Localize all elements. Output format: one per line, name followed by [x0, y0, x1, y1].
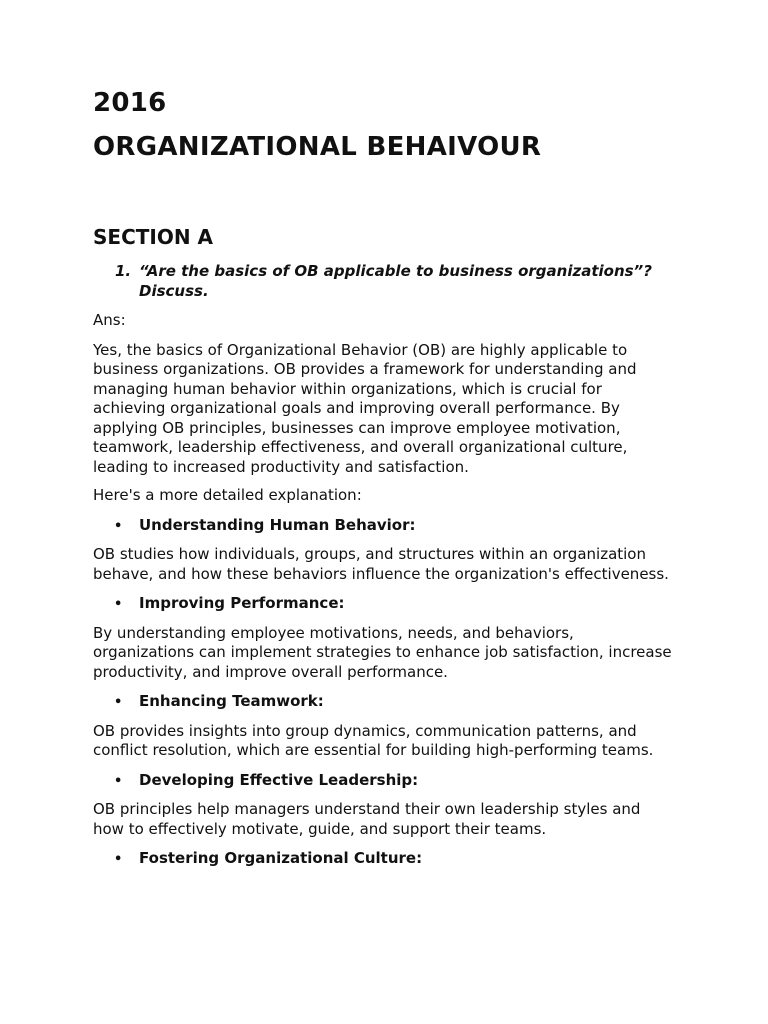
section-heading: SECTION A — [93, 225, 214, 249]
list-item — [93, 771, 675, 792]
answer-intro-paragraph: Yes, the basics of Organizational Behavior (OB) are highly applicable to business organizations. OB provides a framework for understanding and managing human behavior within organizations, which is crucial for achieving organizational goals and improving overall performance. By applying OB principles, businesses can improve employee motivation, teamwork, leadership effectiveness, and overall organizational culture, leading to increased productivity and satisfaction. — [93, 340, 637, 476]
list-item — [93, 692, 675, 713]
point-body: OB studies how individuals, groups, and structures within an organization behave, and how these behaviors influence the organization's effectiveness. — [93, 545, 669, 583]
point-heading: Developing Effective Leadership: — [139, 770, 419, 789]
list-item — [93, 516, 675, 537]
list-item — [93, 594, 675, 615]
bullet-icon: • — [114, 597, 123, 612]
point-heading: Understanding Human Behavior: — [139, 515, 416, 534]
answer-label: Ans: — [93, 311, 126, 329]
question-number: 1. — [115, 262, 132, 280]
question — [115, 261, 675, 301]
point-heading: Enhancing Teamwork: — [139, 692, 324, 710]
lead-in-paragraph: Here's a more detailed explanation: — [93, 486, 362, 504]
point-body: OB provides insights into group dynamics, communication patterns, and conflict resolution, which are essential for building high-performing teams. — [93, 721, 654, 759]
point-heading: Fostering Organizational Culture: — [139, 849, 423, 867]
bullet-icon: • — [114, 773, 123, 789]
bullet-icon: • — [114, 852, 123, 867]
document-year: 2016 — [93, 88, 167, 118]
bullet-icon: • — [114, 518, 123, 534]
point-heading: Improving Performance: — [139, 594, 345, 612]
list-item — [93, 849, 675, 870]
point-body: By understanding employee motivations, needs, and behaviors, organizations can implement strategies to enhance job satisfaction, increase productivity, and improve overall performance. — [93, 623, 672, 681]
document-title: ORGANIZATIONAL BEHAIVOUR — [93, 132, 542, 162]
question-text: “Are the basics of OB applicable to business organizations”? Discuss. — [139, 262, 652, 300]
bullet-icon: • — [114, 695, 123, 710]
point-body: OB principles help managers understand their own leadership styles and how to effectively motivate, guide, and support their teams. — [93, 800, 641, 838]
